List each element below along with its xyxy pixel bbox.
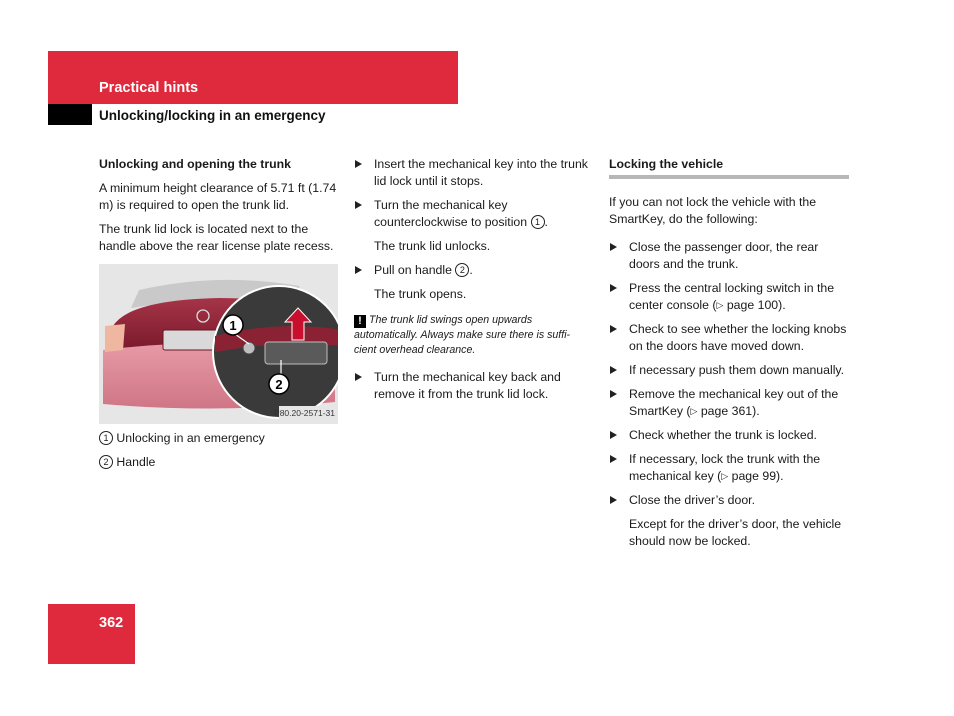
subsection-title: Unlocking/locking in an emergency [99,108,326,123]
figure-code: P80.20-2571-31 [274,408,335,418]
lock-location-paragraph: The trunk lid lock is located next to the handle above the rear license plate recess. [99,222,334,253]
trunk-result-2: The trunk lid unlocks. [374,239,491,253]
legend-number-1: 1 [99,431,113,445]
section-title: Practical hints [99,80,199,96]
bullet-arrow-icon [610,455,617,463]
page-ref-icon: ▷ [690,406,698,416]
bullet-arrow-icon [610,431,617,439]
position-number-1: 1 [531,215,545,229]
lock-step-3: Check to see whether the locking knobs on the doors have moved down. [609,321,849,355]
handle-recess [265,342,327,364]
bullet-arrow-icon [610,243,617,251]
svg-text:1: 1 [229,318,237,333]
trunk-step-3: Pull on handle 2 . [354,262,590,279]
trunk-heading: Unlocking and opening the trunk [99,157,291,171]
bullet-arrow-icon [610,325,617,333]
lock-step-4: If necessary push them down manually. [609,362,849,379]
page-number-box [48,604,135,664]
locking-intro: If you can not lock the vehicle with the SmartKey, do the following: [609,195,817,226]
trunk-step-2: Turn the mechanical key counterclockwise to position 1 . [354,197,590,231]
legend-item-2: 2 Handle [99,454,341,471]
page-ref-100[interactable]: page 100). [726,298,786,312]
bullet-arrow-icon [355,373,362,381]
lock-step-7: If necessary, lock the trunk with the mechanical key (▷ page 99). [609,451,849,485]
page-number: 362 [99,615,124,631]
lock-step-5: Remove the mechanical key out of the SmartKey (▷ page 361). [609,386,849,420]
svg-text:2: 2 [275,377,283,392]
lock-step-8: Close the driver’s door. [609,492,849,509]
bullet-arrow-icon [610,390,617,398]
page-ref-icon: ▷ [721,471,729,481]
bullet-arrow-icon [355,160,362,168]
bullet-arrow-icon [355,201,362,209]
bullet-arrow-icon [610,366,617,374]
page-ref-99[interactable]: page 99). [731,469,784,483]
legend-item-1: 1 Unlocking in an emergency [99,430,341,447]
warning-note: ! The trunk lid swings open upwards automatically. Always make sure there is suffi-cient overhead clearance. [354,314,571,356]
clearance-paragraph: A minimum height clearance of 5.71 ft (1.74 m) is required to open the trunk lid. [99,181,337,212]
lock-step-2: Press the central locking switch in the center console (▷ page 100). [609,280,849,314]
header-banner [48,51,458,104]
trunk-step-1: Insert the mechanical key into the trunk lid lock until it stops. [354,156,590,190]
lock-result-8: Except for the driver’s door, the vehicle should now be locked. [629,517,842,548]
trunk-illustration [99,264,338,424]
column-2 [354,156,590,410]
bullet-arrow-icon [610,496,617,504]
trunk-result-3: The trunk opens. [374,287,467,301]
locking-heading: Locking the vehicle [609,156,849,179]
subsection-marker [48,104,92,125]
trunk-lock-figure [99,264,338,424]
lock-step-6: Check whether the trunk is locked. [609,427,849,444]
bullet-arrow-icon [610,284,617,292]
handle-number-2: 2 [455,263,469,277]
lock-step-1: Close the passenger door, the rear doors and the trunk. [609,239,849,273]
legend-number-2: 2 [99,455,113,469]
column-3 [609,156,849,557]
trunk-step-4: Turn the mechanical key back and remove it from the trunk lid lock. [354,369,590,403]
page-ref-icon: ▷ [716,300,724,310]
column-1 [99,156,341,478]
page-ref-361[interactable]: page 361). [700,404,760,418]
warning-icon: ! [354,315,366,328]
bullet-arrow-icon [355,266,362,274]
